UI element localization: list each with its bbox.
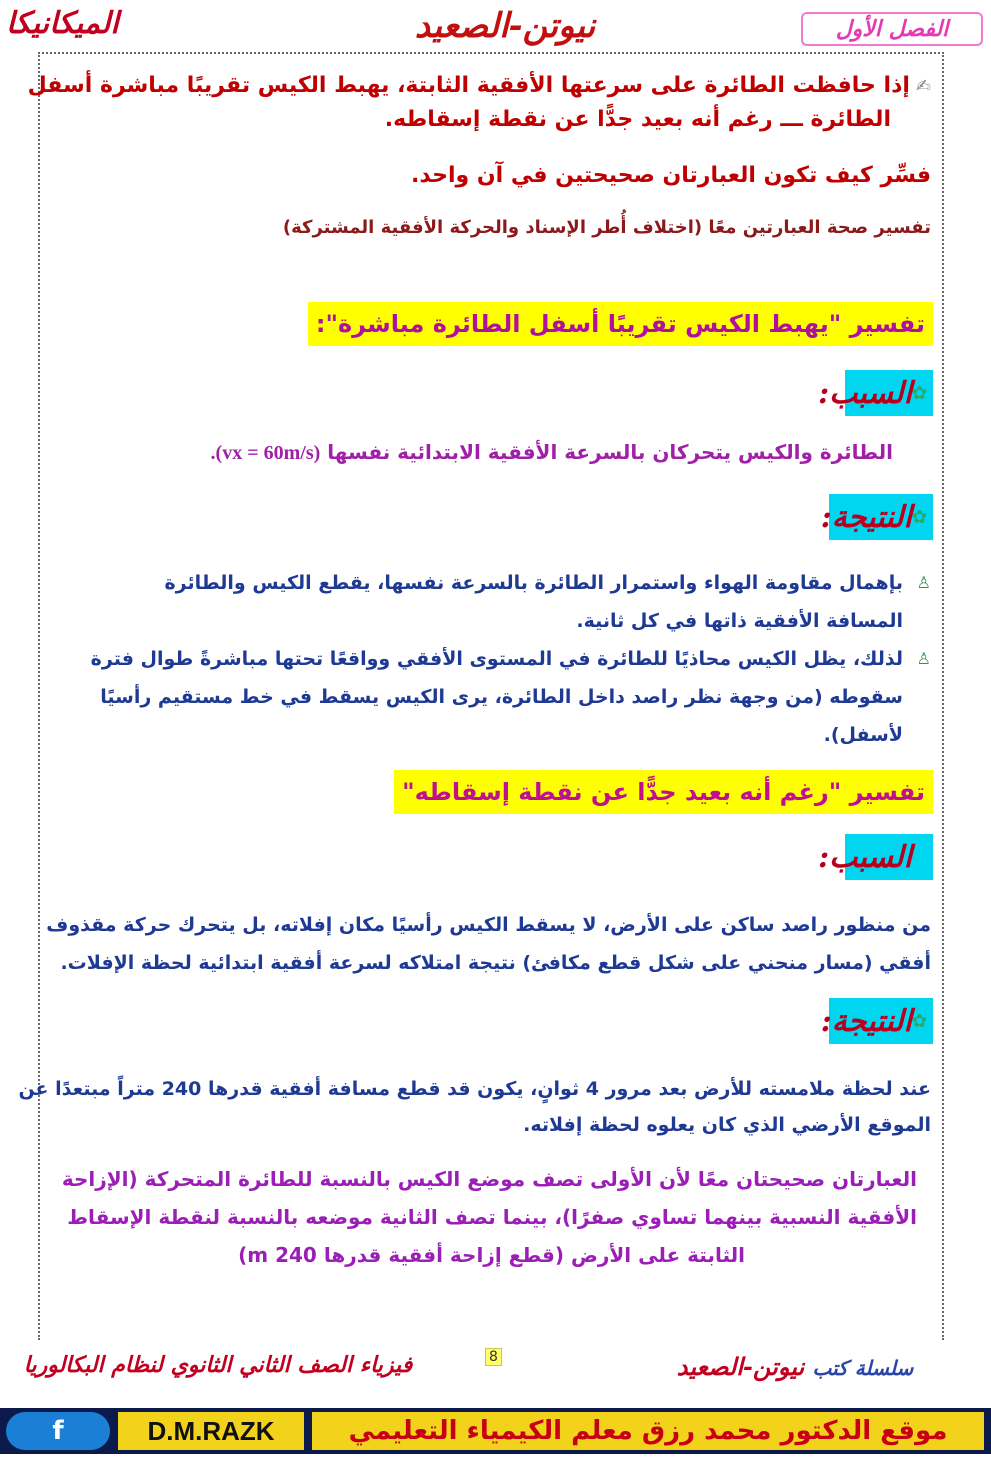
bullet-icon: ♙ xyxy=(916,573,931,592)
section1-result-label: النتيجة: xyxy=(820,499,912,535)
conclusion-line-1: العبارتان صحيحتان معًا لأن الأولى تصف موضع الكيس بالنسبة للطائرة المتحركة (الإزاحة xyxy=(61,1167,917,1191)
velocity-formula: (vx = 60m/s). xyxy=(210,442,321,464)
section1-cause-label: السبب: xyxy=(818,375,912,411)
intro-line-1: ✍إذا حافظت الطائرة على سرعتها الأفقية الثابتة، يهبط الكيس تقريبًا مباشرة أسفل xyxy=(27,73,931,98)
section2-cause-box xyxy=(818,834,933,880)
section2-result-label: النتيجة: xyxy=(820,1003,912,1039)
header-left-title: الميكانيكا xyxy=(6,6,119,41)
header-center-title: نيوتن-الصعيد xyxy=(414,6,596,46)
flower-icon: ✿ xyxy=(911,1010,927,1032)
page-number: 8 xyxy=(485,1348,502,1366)
flower-icon: ✿ xyxy=(911,382,927,404)
header-chapter-label: الفصل الأول xyxy=(801,12,983,46)
bullet-icon: ♙ xyxy=(916,649,931,668)
brand-logo[interactable]: D.M.RAZK xyxy=(118,1412,304,1450)
section1-cause-text: الطائرة والكيس يتحركان بالسرعة الأفقية الابتدائية نفسها (vx = 60m/s). xyxy=(210,440,893,464)
section2-cause-line-2: أفقي (مسار منحني على شكل قطع مكافئ) نتيجة امتلاكه لسرعة أفقية ابتدائية لحظة الإفلات. xyxy=(60,952,931,974)
list-item: ♙ لذلك، يظل الكيس محاذيًا للطائرة في المستوى الأفقي وواقعًا تحتها مباشرةً طوال فترة سقوطه (من وجهة نظر راصد داخل الطائرة، يرى الكيس يسقط في خط مستقيم رأسيًا لأسفل). xyxy=(71,640,931,754)
intro-question: فسِّر كيف تكون العبارتان صحيحتين في آن واحد. xyxy=(411,163,931,188)
section2-cause-line-1: من منظور راصد ساكن على الأرض، لا يسقط الكيس رأسيًا مكان إفلاته، بل يتحرك حركة مقذوف xyxy=(46,914,931,936)
section1-cause-box xyxy=(818,370,933,416)
conclusion-line-3: الثابتة على الأرض (قطع إزاحة أفقية قدرها m 240) xyxy=(238,1243,745,1267)
conclusion-line-2: الأفقية النسبية بينهما تساوي صفرًا)، بينما تصف الثانية موضعه بالنسبة لنقطة الإسقاط xyxy=(67,1205,917,1229)
flower-icon: ✿ xyxy=(911,506,927,528)
site-link[interactable]: موقع الدكتور محمد رزق معلم الكيمياء التعليمي xyxy=(312,1412,984,1450)
section2-result-line-2: الموقع الأرضي الذي كان يعلوه لحظة إفلاته. xyxy=(523,1114,931,1136)
pencil-note-icon: ✍ xyxy=(915,76,931,97)
section1-result-box xyxy=(820,494,933,540)
footer-course-title: فيزياء الصف الثاني الثانوي لنظام البكالوريا xyxy=(23,1352,413,1378)
list-item: ♙ بإهمال مقاومة الهواء واستمرار الطائرة بالسرعة نفسها، يقطع الكيس والطائرة المسافة الأفقية ذاتها في كل ثانية. xyxy=(71,564,931,640)
section2-result-line-1: عند لحظة ملامسته للأرض بعد مرور 4 ثوانٍ، يكون قد قطع مسافة أفقية قدرها 240 متراً مبتعدًا عن xyxy=(18,1078,931,1100)
intro-line-2: الطائرة ـــ رغم أنه بعيد جدًّا عن نقطة إسقاطه. xyxy=(384,107,891,132)
intro-subtitle: تفسير صحة العبارتين معًا (اختلاف أُطر الإسناد والحركة الأفقية المشتركة) xyxy=(282,217,931,238)
section2-heading: تفسير "رغم أنه بعيد جدًّا عن نقطة إسقاطه" xyxy=(394,770,933,814)
section2-result-box xyxy=(820,998,933,1044)
section2-cause-label: السبب: xyxy=(818,839,912,875)
facebook-icon[interactable]: f xyxy=(6,1412,110,1450)
section1-heading: تفسير "يهبط الكيس تقريبًا أسفل الطائرة مباشرة": xyxy=(308,302,933,346)
footer-series-title: سلسلة كتب نيوتن-الصعيد xyxy=(676,1352,914,1381)
